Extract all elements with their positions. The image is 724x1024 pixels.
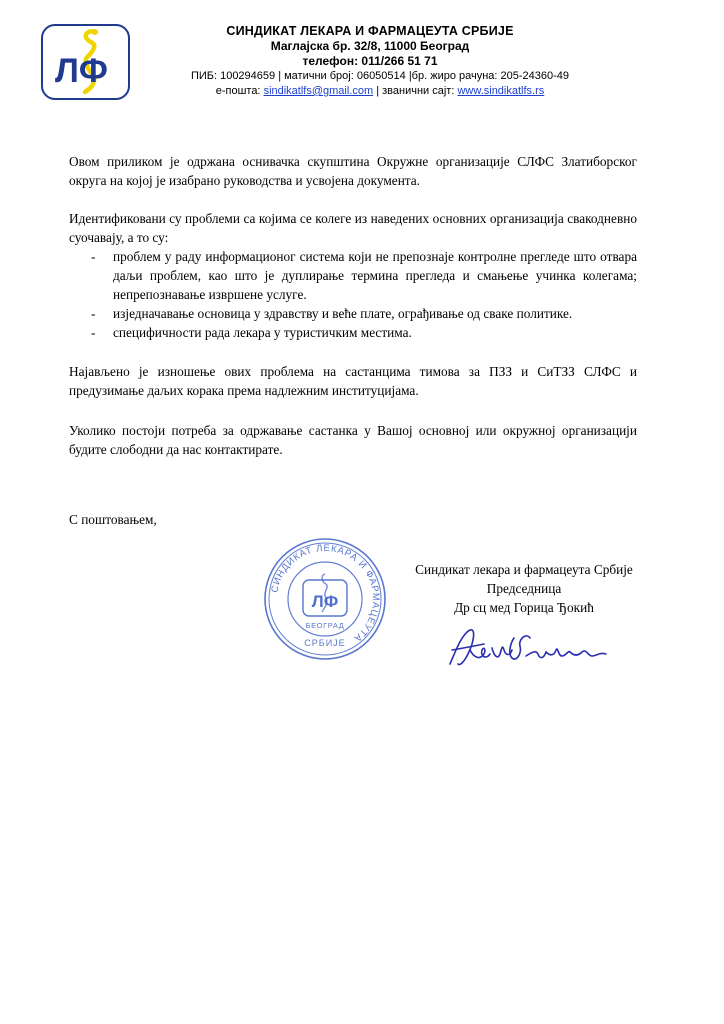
paragraph-problems: [69, 209, 637, 342]
signatory-name: Др сц мед Горица Ђокић: [454, 600, 594, 615]
org-contacts: [170, 84, 590, 99]
list-item: [69, 304, 637, 323]
closing-salutation: С поштовањем,: [69, 512, 157, 527]
org-name: СИНДИКАТ ЛЕКАРА И ФАРМАЦЕУТА СРБИЈЕ: [226, 24, 514, 38]
letterhead: [150, 24, 590, 99]
list-item-text: изједначавање основица у здравству и веће плате, ограђивање од сваке политике.: [113, 306, 573, 321]
paragraph-contact: [69, 421, 637, 459]
stamp-center-text: ЛФ: [311, 592, 339, 611]
list-dash: -: [91, 306, 96, 321]
logo-lettering: ЛФ: [55, 52, 108, 90]
list-dash: -: [91, 325, 96, 340]
problems-intro: Идентификовани су проблеми са којима се колеге из наведених основних организација свакодневно суочавају, а то су:: [69, 211, 637, 245]
org-address: Маглајска бр. 32/8, 11000 Београд: [270, 39, 470, 53]
organization-logo: [41, 24, 130, 100]
paragraph-founding: [69, 152, 637, 190]
stamp-city: БЕОГРАД: [305, 621, 345, 630]
site-label: | званични сајт:: [376, 85, 455, 97]
official-stamp: [262, 536, 388, 667]
signature-block: [394, 560, 654, 617]
paragraph-text: Овом приликом је одржана оснивачка скупштина Окружне организације СЛФС Златиборског округа на којој је изабрано руководства и усвојена документа.: [69, 154, 637, 188]
paragraph-announcement: [69, 362, 637, 400]
signatory-role: Председница: [486, 581, 562, 596]
org-ids: ПИБ: 100294659 | матични број: 06050514 |бр. жиро рачуна: 205-24360-49: [190, 70, 570, 82]
org-phone: телефон: 011/266 51 71: [302, 54, 438, 68]
list-item-text: специфичности рада лекара у туристичким местима.: [113, 325, 412, 340]
problems-list: [69, 247, 637, 342]
list-item: [69, 247, 637, 304]
stamp-ring-text: СИНДИКАТ ЛЕКАРА И ФАРМАЦЕУТА: [269, 542, 382, 645]
list-item-text: проблем у раду информационог система који не препознаје контролне прегледе што отвара даљи проблем, као што је дуплирање термина прегледа и смањење учинка колегама; непрепознавање извршене услуге.: [113, 249, 637, 302]
email-link[interactable]: sindikatlfs@gmail.com: [263, 85, 374, 97]
list-item: [69, 323, 637, 342]
paragraph-text: Најављено је изношење ових проблема на састанцима тимова за ПЗЗ и СиТЗЗ СЛФС и предузимање даљих корака према надлежним институцијама.: [69, 364, 637, 398]
website-link[interactable]: www.sindikatlfs.rs: [457, 85, 545, 97]
stamp-bottom-text: СРБИЈЕ: [304, 638, 346, 648]
list-dash: -: [91, 249, 96, 264]
handwritten-signature: [440, 620, 620, 681]
email-label: е-пошта:: [215, 85, 261, 97]
paragraph-text: Уколико постоји потреба за одржавање састанка у Вашој основној или окружној организацији будите слободни да нас контактирате.: [69, 423, 637, 457]
signatory-org: Синдикат лекара и фармацеута Србије: [415, 562, 633, 577]
